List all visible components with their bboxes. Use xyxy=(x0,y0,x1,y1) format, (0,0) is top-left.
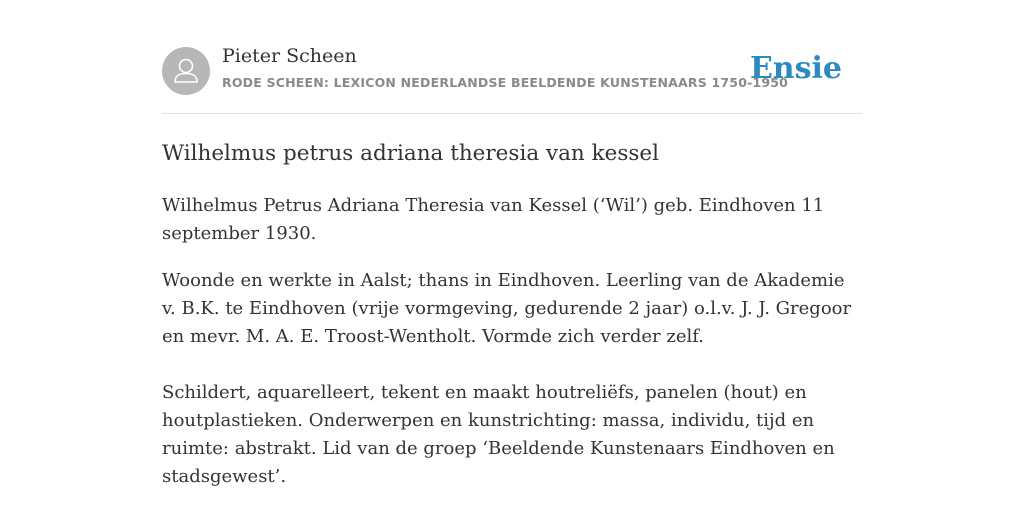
article-card xyxy=(162,40,862,491)
article-paragraph: Woonde en werkte in Aalst; thans in Eindhoven. Leerling van de Akademie v. B.K. te Eindhoven (vrije vormgeving, gedurende 2 jaar) o.l.v. J. J. Gregoor en mevr. M. A. E. Troost-Wentholt. Vormde zich verder zelf. xyxy=(162,270,852,347)
brand-logo[interactable]: Ensie xyxy=(749,51,842,86)
article-paragraph: Schildert, aquarelleert, tekent en maakt houtreliëfs, panelen (hout) en houtplastieken. Onderwerpen en kunstrichting: massa, individu, tijd en ruimte: abstrakt. Lid van de groep ‘Beeldende Kunstenaars Eindhoven en stadsgewest’. xyxy=(162,382,835,487)
author-name[interactable]: Pieter Scheen xyxy=(222,45,357,67)
user-avatar-icon xyxy=(162,47,210,95)
article-paragraph: Wilhelmus Petrus Adriana Theresia van Kessel (‘Wil’) geb. Eindhoven 11 september 1930. xyxy=(162,195,825,244)
article-header xyxy=(162,40,862,114)
article-title: Wilhelmus petrus adriana theresia van kessel xyxy=(162,141,660,166)
source-title[interactable]: RODE SCHEEN: LEXICON NEDERLANDSE BEELDENDE KUNSTENAARS 1750-1950 xyxy=(222,75,789,90)
author-avatar[interactable] xyxy=(162,47,210,95)
